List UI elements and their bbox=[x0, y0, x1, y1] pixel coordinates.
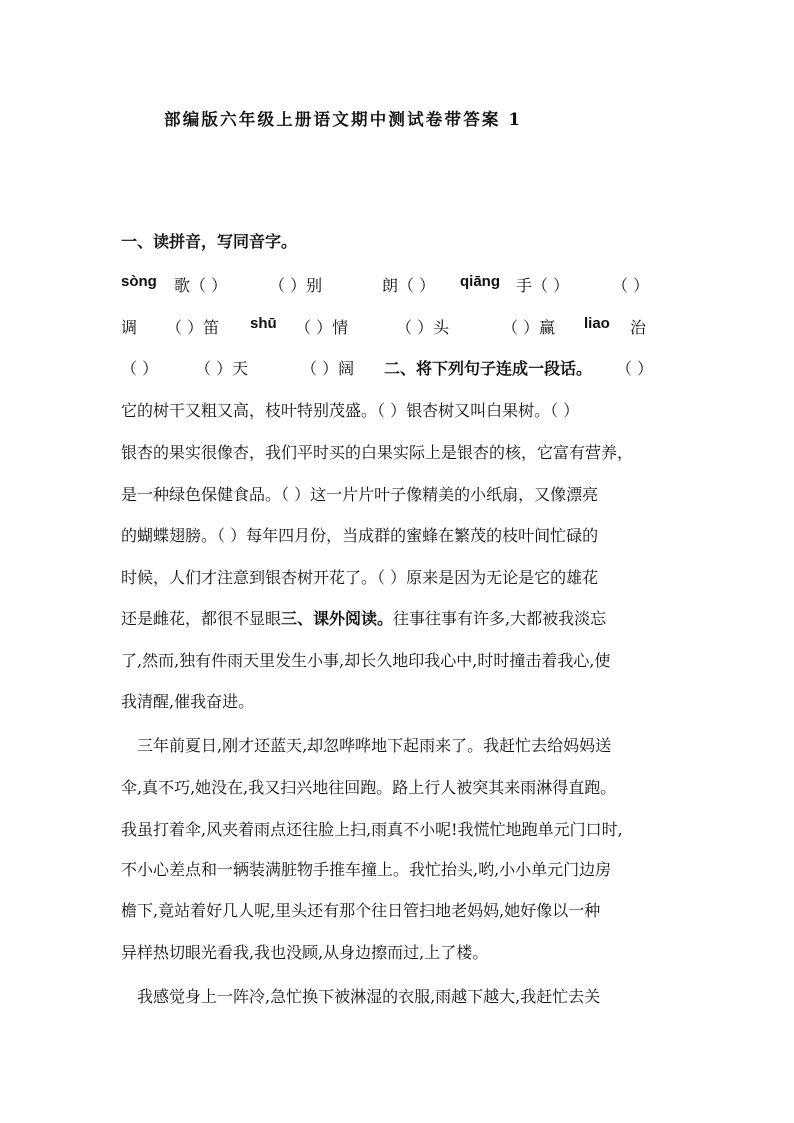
blank-qing: （ ）情 bbox=[295, 318, 349, 337]
blank-bie: （ ）别 bbox=[269, 276, 323, 295]
paragraph-line-4: 的蝴蝶翅膀。（ ）每年四月份，当成群的蜜蜂在繁茂的枝叶间忙碌的 bbox=[121, 526, 599, 545]
reading-line-2: 我清醒,催我奋进。 bbox=[121, 692, 255, 711]
section2-heading: 二、将下列句子连成一段话。 bbox=[384, 359, 593, 378]
blank-tou: （ ）头 bbox=[396, 318, 450, 337]
section3-heading: 三、课外阅读。 bbox=[281, 609, 394, 628]
char-zhi: 治 bbox=[630, 318, 647, 337]
blank-shou: 手（ ） bbox=[516, 276, 570, 295]
blank-di: （ ）笛 bbox=[166, 318, 220, 337]
paragraph-line-2: 银杏的果实很像杏，我们平时买的白果实际上是银杏的核，它富有营养， bbox=[121, 443, 634, 462]
blank-row3-end: （ ） bbox=[616, 359, 654, 378]
reading-line-6: 不小心差点和一辆装满脏物手推车撞上。我忙抬头,哟,小小单元门边房 bbox=[121, 860, 612, 879]
blank-tian: （ ）天 bbox=[195, 359, 249, 378]
reading-line-8: 异样热切眼光看我,我也没顾,从身边擦而过,上了楼。 bbox=[121, 943, 489, 962]
reading-line-1: 了,然而,独有件雨天里发生小事,却长久地印我心中,时时撞击着我心,使 bbox=[121, 651, 611, 670]
blank-lang: 朗（ ） bbox=[382, 276, 436, 295]
reading-line-4: 伞,真不巧,她没在,我又扫兴地往回跑。路上行人被突其来雨淋得直跑。 bbox=[121, 778, 617, 797]
blank-row3-a: （ ） bbox=[121, 359, 159, 378]
pinyin-song: sòng bbox=[121, 273, 157, 290]
pinyin-shu: shū bbox=[250, 315, 277, 332]
section1-heading: 一、读拼音，写同音字。 bbox=[121, 232, 298, 251]
paragraph-line-1: 它的树干又粗又高，枝叶特别茂盛。（ ）银杏树又叫白果树。（ ） bbox=[121, 401, 580, 420]
blank-kuo: （ ）阔 bbox=[301, 359, 355, 378]
section3-pre-text: 还是雌花，都很不显眼 bbox=[121, 609, 282, 628]
section3-line bbox=[121, 609, 606, 629]
pinyin-qiang: qiāng bbox=[460, 273, 500, 290]
blank-row1-end: （ ） bbox=[612, 276, 650, 295]
blank-ying: （ ）赢 bbox=[502, 318, 556, 337]
pinyin-liao: liao bbox=[584, 315, 610, 332]
paragraph-line-5: 时候，人们才注意到银杏树开花了。（ ）原来是因为无论是它的雄花 bbox=[121, 568, 599, 587]
char-diao: 调 bbox=[121, 318, 138, 337]
reading-line-7: 檐下,竟站着好几人呢,里头还有那个往日管扫地老妈妈,她好像以一种 bbox=[121, 901, 601, 920]
reading-line-3: 三年前夏日,刚才还蓝天,却忽哗哗地下起雨来了。我赶忙去给妈妈送 bbox=[121, 736, 612, 755]
section3-post-text: 往事往事有许多,大都被我淡忘 bbox=[393, 609, 607, 628]
blank-ge: 歌（ ） bbox=[174, 276, 228, 295]
reading-line-5: 我虽打着伞,风夹着雨点还往脸上扫,雨真不小呢!我慌忙地跑单元门口时, bbox=[121, 820, 623, 839]
document-title: 部编版六年级上册语文期中测试卷带答案 1 bbox=[164, 110, 523, 129]
paragraph-line-3: 是一种绿色保健食品。（ ）这一片片叶子像精美的小纸扇，又像漂亮 bbox=[121, 485, 599, 504]
reading-line-9: 我感觉身上一阵冷,急忙换下被淋湿的衣服,雨越下越大,我赶忙去关 bbox=[121, 987, 601, 1006]
